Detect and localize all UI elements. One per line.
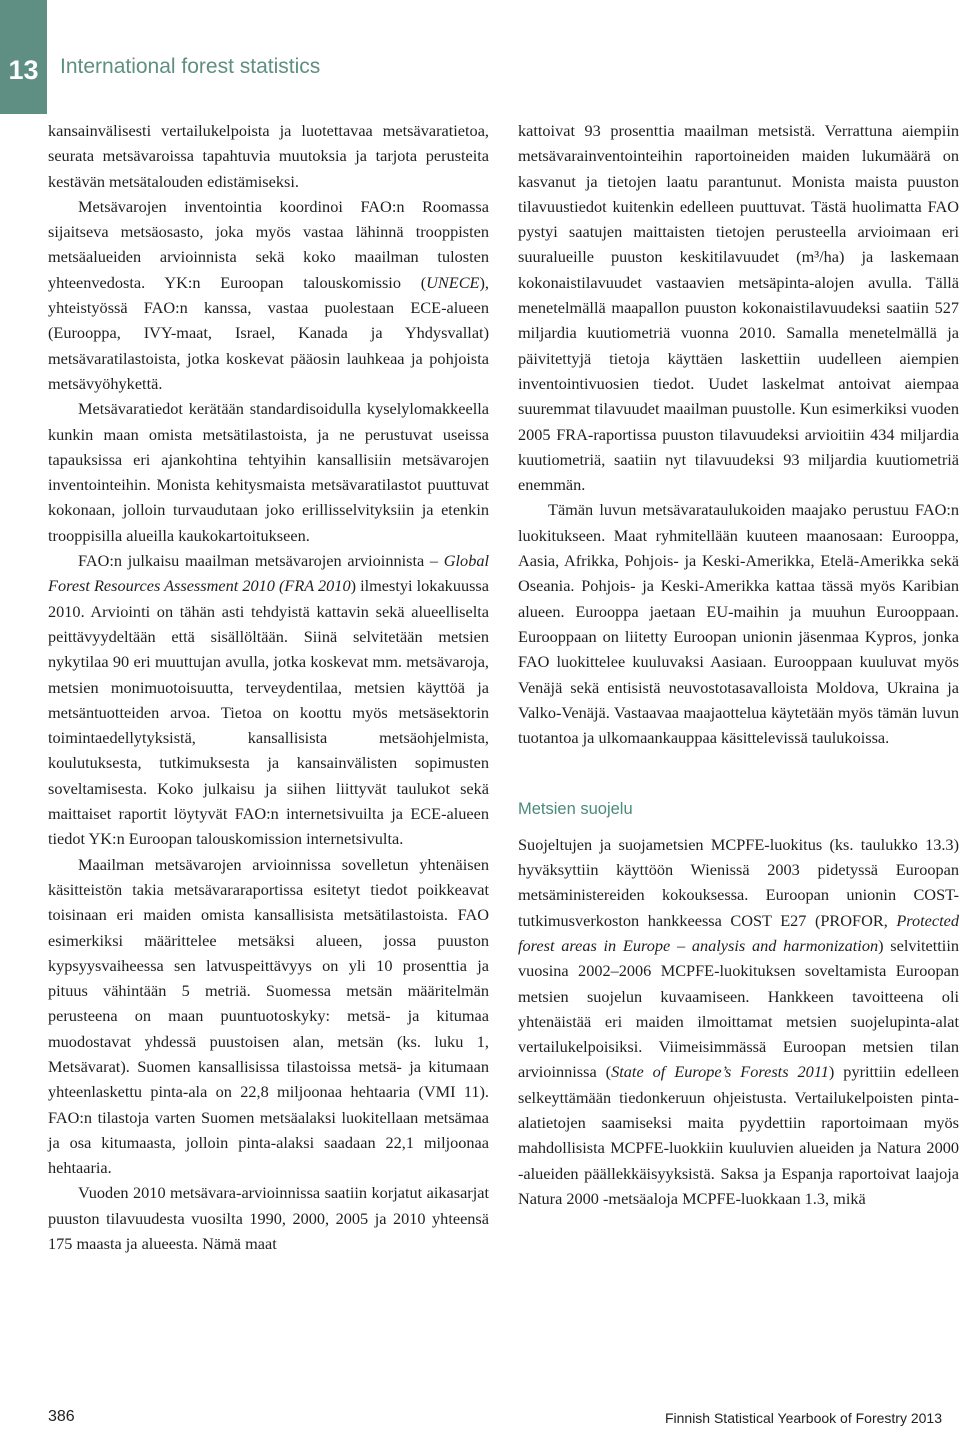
right-column	[518, 118, 959, 1211]
paragraph: kansainvälisesti vertailukelpoista ja luotettavaa metsävaratietoa, seurata metsävaroissa tapahtuvia muutoksia ja tarjota perusteita kestävän metsätalouden edistämiseksi.	[48, 121, 489, 191]
paragraph: Tämän luvun metsävarataulukoiden maajako perustuu FAO:n luokitukseen. Maat ryhmitellään kuuteen maanosaan: Eurooppa, Aasia, Afrikka, Pohjois- ja Keski-Amerikka, Etelä-Amerikka sekä Oseania. Pohjois- ja Keski-Amerikka kattaa tässä myös Karibian alueen. Eurooppa jaetaan EU-maihin ja muuhun Eurooppaan. Eurooppaan on liitetty Euroopan unionin jäsenmaa Kypros, jonka FAO luokittelee kuuluvaksi Aasiaan. Eurooppaan kuuluvat myös Venäjä sekä entisistä neuvostotasavalloista Moldova, Ukraina ja Valko-Venäjä. Vastaavaa maajaottelua käytetään myös tämän luvun tuotantoa ja ulkomaankauppaa käsittelevissä taulukoissa.	[518, 500, 959, 748]
paragraph: Metsävarojen inventointia koordinoi FAO:n Roomassa sijaitseva metsäosasto, joka myös vastaa lähinnä trooppisten metsäalueiden arvioinnista sekä koko maailman tulosten yhteenvedosta. YK:n Euroopan talouskomissio (UNECE), yhteistyössä FAO:n kanssa, vastaa puolestaan ECE-alueen (Eurooppa, IVY-maat, Israel, Kanada ja Yhdysvallat) metsävaratilastoista, jotka koskevat pääosin lauhkeaa ja pohjoista metsävyöhykettä.	[48, 196, 489, 393]
paragraph: FAO:n julkaisu maailman metsävarojen arvioinnista – Global Forest Resources Assessment 2010 (FRA 2010) ilmestyi lokakuussa 2010. Arviointi on tähän asti tehdyistä kattavin sekä alueelliselta peittävyydeltään että sisällöltään. Siinä selvitetään metsien nykytilaa 90 eri muuttujan avulla, jotka koskevat mm. metsävaroja, metsien monimuotoisuutta, terveydentilaa, metsien käyttöä ja metsäntuotteiden arvoa. Tietoa on koottu myös metsäsektorin toimintaedellytyksistä, kansallisista metsäohjelmista, koulutuksesta, tutkimuksesta ja kansainvälisten sopimusten soveltamisesta. Koko julkaisu ja siihen liittyvät taulukot sekä maittaiset raportit löytyvät FAO:n internetsivuilta ja ECE-alueen tiedot YK:n Euroopan talouskomission internetsivulta.	[48, 551, 489, 849]
section-heading: Metsien suojelu	[518, 800, 633, 819]
publication-title: Finnish Statistical Yearbook of Forestry 2013	[664, 1410, 942, 1426]
paragraph: Maailman metsävarojen arvioinnissa sovelletun yhtenäisen käsitteistön takia metsävararaportissa esitetyt tiedot poikkeavat toisinaan eri maiden omista kansallisista metsätilastoista. FAO esimerkiksi määrittelee metsäksi alueen, jossa puuston kypsyysvaiheessa sen latvuspeittävyys on yli 10 prosenttia ja pituus vähintään 5 metriä. Suomessa metsän määritelmän perusteena on maan puuntuotoskyky: metsä- ja kitumaa muodostavat yhdessä puustoisen alan, metsän (ks. luku 1, Metsävarat). Suomen kansallisissa tilastoissa metsä- ja kitumaan yhteenlaskettu pinta-ala on 22,8 miljoonaa hehtaaria (VMI 11). FAO:n tilastoja varten Suomen metsäalaksi luokitellaan metsämaa ja osa kitumaasta, jolloin pinta-alaksi saadaan 22,1 miljoonaa hehtaaria.	[48, 854, 489, 1178]
page-number: 386	[48, 1408, 75, 1425]
paragraph: Metsävaratiedot kerätään standardisoidulla kyselylomakkeella kunkin maan omista metsätilastoista, ja ne perustuvat useissa tapauksissa eri ajankohtina tehtyihin kansallisiin metsävarojen inventointeihin. Monista kehitysmaista metsävaratilastot puuttuvat kokonaan, jolloin turvaudutaan joko erillisselvityksiin ja etenkin trooppisilla alueilla kaukokartoitukseen.	[48, 399, 489, 545]
left-column	[48, 118, 489, 1256]
chapter-number: 13	[8, 55, 39, 85]
paragraph: Suojeltujen ja suojametsien MCPFE-luokitus (ks. taulukko 13.3) hyväksyttiin käyttöön Wienissä 2003 pidetyssä Euroopan metsäministereiden kokouksessa. Euroopan unionin COST-tutkimusverkoston hankkeessa COST E27 (PROFOR, Protected forest areas in Europe – analysis and harmonization) selvitettiin vuosina 2002–2006 MCPFE-luokituksen soveltamista Euroopan metsien suojelun kuvaamiseen. Hankkeen tavoitteena oli yhtenäistää eri maiden ilmoittamat metsien suojelupinta-alat vertailukelpoisiksi. Viimeisimmässä Euroopan metsien tilan arvioinnissa (State of Europe’s Forests 2011) pyrittiin edelleen selkeyttämään tiedonkeruun ohjeistusta. Vertailukelpoisten pinta-alatietojen saamiseksi maita pyydettiin raportoimaan myös mahdollisista MCPFE-luokkiin kuuluvien alueiden ja Natura 2000 -alueiden päällekkäisyyksistä. Saksa ja Espanja raportoivat laajoja Natura 2000 -metsäaloja MCPFE-luokkaan 1.3, mikä	[518, 834, 960, 1208]
paragraph: kattoivat 93 prosenttia maailman metsistä. Verrattuna aiempiin metsävarainventointeihin raportoineiden maiden lukumäärä on kasvanut ja tietojen laatu parantunut. Monista maista puuston tilavuustiedot kuitenkin edelleen puuttuvat. Tästä huolimatta FAO pystyi saatujen maittaisten tietojen perusteella arvioimaan eri suuralueille puuston keskitilavuudet (m³/ha) ja laskemaan kokonaistilavuudet vastaavien metsäpinta-alojen avulla. Tällä menetelmällä maapallon puuston kokonaistilavuudeksi saatiin 527 miljardia kuutiometriä vuonna 2010. Samalla menetelmällä ja päivitettyjä tietoja käyttäen laskettiin uudelleen aiempien inventointivuosien tiedot. Uudet laskelmat antoivat aiempaa suuremmat tilavuudet maailman puustolle. Kun esimerkiksi vuoden 2005 FRA-raportissa puuston tilavuudeksi arvioitiin 434 miljardia kuutiometriä, saatiin nyt tilavuudeksi 93 miljardia kuutiometriä enemmän.	[518, 121, 959, 495]
paragraph: Vuoden 2010 metsävara-arvioinnissa saatiin korjatut aikasarjat puuston tilavuudesta vuosilta 1990, 2000, 2005 ja 2010 yhteensä 175 maasta ja alueesta. Nämä maat	[48, 1183, 489, 1254]
chapter-title: International forest statistics	[60, 55, 321, 78]
chapter-number-tab	[0, 0, 47, 114]
